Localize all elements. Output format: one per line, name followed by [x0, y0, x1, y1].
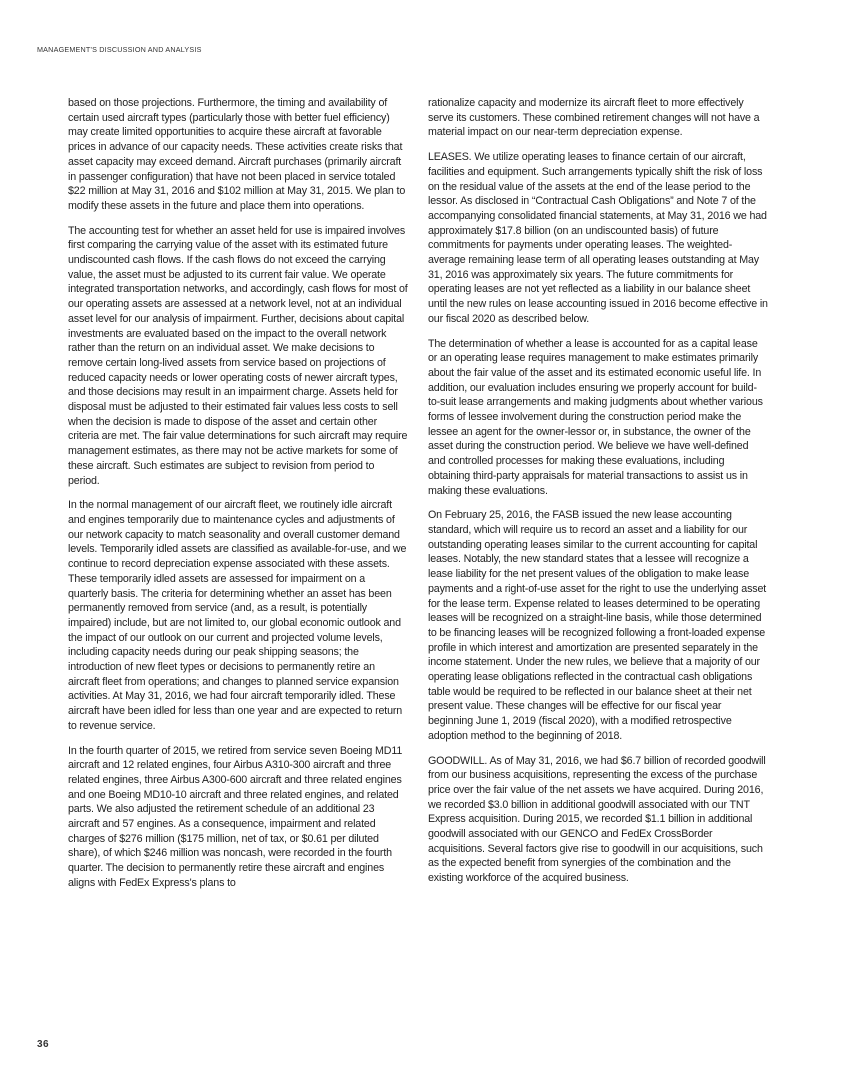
paragraph: based on those projections. Furthermore, the timing and availability of certain used aircraft types (particularly those with better fuel efficiency) may create limited opportunities to acquire these aircraft at favorable prices in advance of our capacity needs. These activities create risks that asset capacity may exceed demand. Aircraft purchases (primarily aircraft in passenger configuration) that have not been placed in service totaled $22 million at May 31, 2016 and $102 million at May 31, 2015. We plan to modify these assets in the future and place them into operations. [68, 97, 406, 212]
right-column [428, 96, 768, 896]
left-column [68, 96, 408, 901]
paragraph: The accounting test for whether an asset held for use is impaired involves first comparing the carrying value of the asset with its estimated future undiscounted cash flows. If the cash flows do not exceed the carrying value, the asset must be adjusted to its current fair value. We operate integrated transportation networks, and accordingly, cash flows for most of our operating assets are assessed at a network level, not at an individual asset level for our analysis of impairment. Further, decisions about capital investments are evaluated based on the impact to the overall network rather than the return on an individual asset. We make decisions to remove certain long-lived assets from service based on projections of reduced capacity needs or lower operating costs of newer aircraft types, and those decisions may result in an impairment charge. Assets held for disposal must be adjusted to their estimated fair values less costs to sell when the decision is made to dispose of the asset and certain other criteria are met. The fair value determinations for such aircraft may require management estimates, as there may not be active markets for some of these aircraft. Such estimates are subject to revision from period to period. [68, 224, 408, 487]
paragraph: rationalize capacity and modernize its aircraft fleet to more effectively serve its customers. These combined retirement changes will not have a material impact on our near-term depreciation expense. [428, 97, 760, 139]
paragraph: LEASES. We utilize operating leases to finance certain of our aircraft, facilities and equipment. Such arrangements typically shift the risk of loss on the residual value of the assets at the end of the lease period to the lessor. As disclosed in “Contractual Cash Obligations” and Note 7 of the accompanying consolidated financial statements, at May 31, 2016 we had approximately $17.8 billion (on an undiscounted basis) of future commitments for payments under operating leases. The weighted-average remaining lease term of all operating leases outstanding at May 31, 2016 was approximately six years. The future commitments for operating leases are not yet reflected as a liability in our balance sheet until the new rules on lease accounting issued in 2016 become effective in our fiscal 2020 as described below. [428, 151, 768, 325]
paragraph: The determination of whether a lease is accounted for as a capital lease or an operating lease requires management to make estimates primarily about the fair value of the asset and its estimated economic useful life. In addition, our evaluation includes ensuring we properly account for build-to-suit lease arrangements and making judgments about whether various forms of lessee involvement during the construction period make the lessee an agent for the owner-lessor or, in substance, the owner of the asset during the construction period. We believe we have well-defined and controlled processes for making these evaluations, including obtaining third-party appraisals for material transactions to assist us in making these evaluations. [428, 337, 763, 497]
running-header: MANAGEMENT'S DISCUSSION AND ANALYSIS [37, 45, 202, 54]
paragraph: In the normal management of our aircraft fleet, we routinely idle aircraft and engines temporarily due to maintenance cycles and adjustments of our network capacity to match seasonality and overall customer demand levels. Temporarily idled assets are classified as available-for-use, and we continue to record depreciation expense associated with these assets. These temporarily idled assets are assessed for impairment on a quarterly basis. The criteria for determining whether an asset has been permanently removed from service (and, as a result, is potentially impaired) include, but are not limited to, our global economic outlook and the impact of our outlook on our current and projected volume levels, including capacity needs during our peak shipping seasons; the introduction of new fleet types or decisions to permanently retire an aircraft fleet from operations; and changes to planned service expansion activities. At May 31, 2016, we had four aircraft temporarily idled. These aircraft have been idled for less than one year and are expected to return to revenue service. [68, 499, 407, 732]
paragraph: In the fourth quarter of 2015, we retired from service seven Boeing MD11 aircraft and 12 related engines, four Airbus A310-300 aircraft and three related engines, three Airbus A300-600 aircraft and three related engines and one Boeing MD10-10 aircraft and three related engines, and related parts. We also adjusted the retirement schedule of an additional 23 aircraft and 57 engines. As a consequence, impairment and related charges of $276 million ($175 million, net of tax, or $0.61 per diluted share), of which $246 million was noncash, were recorded in the fourth quarter. The decision to permanently retire these aircraft and engines aligns with FedEx Express's plans to [68, 744, 403, 889]
page-number: 36 [37, 1039, 49, 1050]
paragraph: GOODWILL. As of May 31, 2016, we had $6.7 billion of recorded goodwill from our business acquisitions, representing the excess of the purchase price over the fair value of the net assets we have acquired. During 2016, we recorded $3.0 billion in additional goodwill associated with our TNT Express acquisition. During 2015, we recorded $1.1 billion in additional goodwill associated with our GENCO and FedEx CrossBorder acquisitions. Several factors give rise to goodwill in our acquisitions, such as the expected benefit from synergies of the combination and the existing workforce of the acquired business. [428, 754, 766, 885]
paragraph: On February 25, 2016, the FASB issued the new lease accounting standard, which will require us to record an asset and a liability for our outstanding operating leases similar to the current accounting for capital leases. Notably, the new standard states that a lessee will recognize a lease liability for the net present values of the obligation to make lease payments and a right-of-use asset for the right to use the underlying asset for the lease term. Expense related to leases determined to be operating leases will be recognized on a straight-line basis, while those determined to be financing leases will be recognized following a front-loaded expense profile in which interest and amortization are presented separately in the income statement. Under the new rules, we believe that a majority of our operating lease obligations reflected in the contractual cash obligations table would be required to be reflected in our balance sheet at their net present value. These changes will be effective for our fiscal year beginning June 1, 2019 (fiscal 2020), with a modified retrospective adoption method to the beginning of 2018. [428, 509, 767, 742]
